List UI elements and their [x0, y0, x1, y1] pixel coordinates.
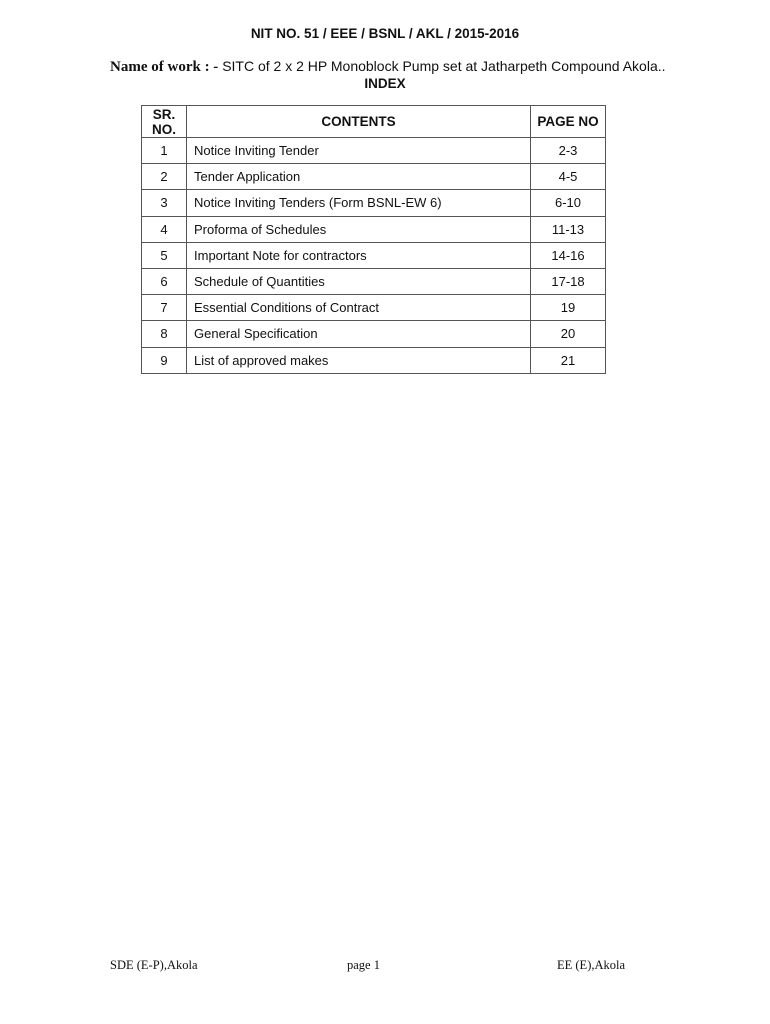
table-row [142, 242, 606, 268]
nit-number-title: NIT NO. 51 / EEE / BSNL / AKL / 2015-2016 [250, 26, 520, 41]
row-content: Notice Inviting Tenders (Form BSNL-EW 6) [187, 190, 531, 216]
table-row [142, 347, 606, 373]
row-page-no: 21 [531, 347, 606, 373]
row-sr-no: 3 [142, 190, 187, 216]
table-row [142, 216, 606, 242]
row-page-no: 19 [531, 295, 606, 321]
table-row [142, 138, 606, 164]
row-sr-no: 9 [142, 347, 187, 373]
row-sr-no: 6 [142, 268, 187, 294]
index-table-body [142, 138, 606, 374]
page-no-header: PAGE NO [531, 106, 606, 138]
table-row [142, 268, 606, 294]
row-sr-no: 4 [142, 216, 187, 242]
row-page-no: 17-18 [531, 268, 606, 294]
row-page-no: 11-13 [531, 216, 606, 242]
row-page-no: 20 [531, 321, 606, 347]
table-row [142, 164, 606, 190]
row-sr-no: 7 [142, 295, 187, 321]
row-sr-no: 5 [142, 242, 187, 268]
index-title: INDEX [364, 76, 406, 91]
row-page-no: 4-5 [531, 164, 606, 190]
row-sr-no: 1 [142, 138, 187, 164]
footer-right-signatory: EE (E),Akola [557, 958, 626, 972]
row-content: Essential Conditions of Contract [187, 295, 531, 321]
row-content: List of approved makes [187, 347, 531, 373]
row-content: Notice Inviting Tender [187, 138, 531, 164]
contents-header: CONTENTS [187, 106, 531, 138]
row-content: Schedule of Quantities [187, 268, 531, 294]
row-page-no: 2-3 [531, 138, 606, 164]
table-row [142, 321, 606, 347]
index-table-header-row [142, 106, 606, 138]
sr-header-line-2: NO. [151, 121, 176, 137]
row-sr-no: 2 [142, 164, 187, 190]
name-of-work-text: SITC of 2 x 2 HP Monoblock Pump set at Jatharpeth Compound Akola.. [218, 58, 666, 74]
row-content: Proforma of Schedules [187, 216, 531, 242]
row-content: Important Note for contractors [187, 242, 531, 268]
row-page-no: 14-16 [531, 242, 606, 268]
name-of-work-label: Name of work : - [110, 59, 219, 75]
row-content: General Specification [187, 321, 531, 347]
footer-left-signatory: SDE (E-P),Akola [110, 958, 198, 972]
table-row [142, 190, 606, 216]
sr-header-line-1: SR. [152, 106, 176, 122]
name-of-work-line [110, 58, 750, 76]
footer-page-number: page 1 [347, 958, 380, 972]
sr-no-header [142, 106, 187, 138]
row-page-no: 6-10 [531, 190, 606, 216]
table-row [142, 295, 606, 321]
index-table [141, 105, 606, 374]
row-content: Tender Application [187, 164, 531, 190]
row-sr-no: 8 [142, 321, 187, 347]
